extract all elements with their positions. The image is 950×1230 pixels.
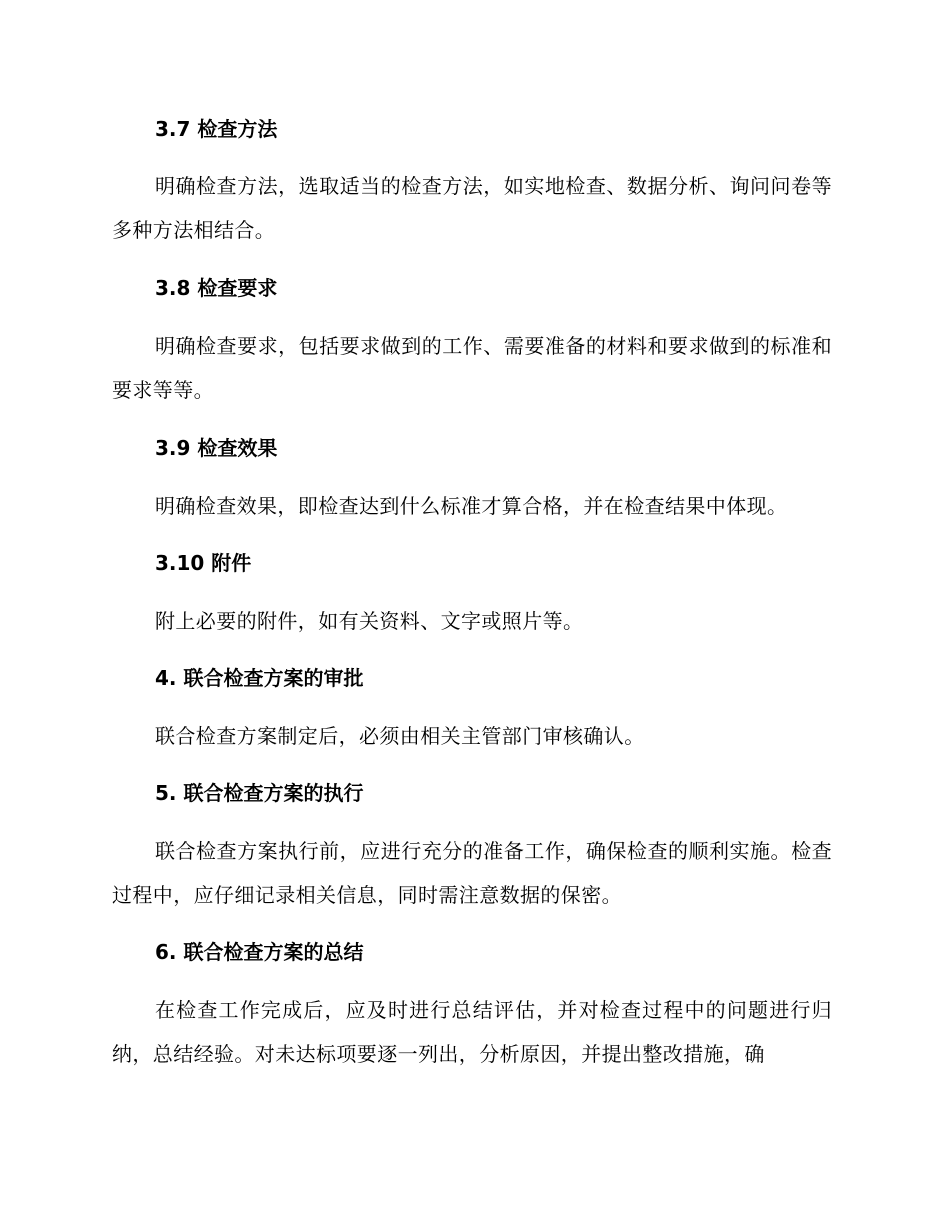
section-heading-3-9: 3.9 检查效果 (155, 436, 278, 460)
section-paragraph-3-9: 明确检查效果，即检查达到什么标准才算合格，并在检查结果中体现。 (155, 494, 788, 518)
section-heading-3-7: 3.7 检查方法 (155, 117, 278, 141)
section-heading-3-10: 3.10 附件 (155, 551, 252, 575)
section-heading-4: 4. 联合检查方案的审批 (155, 666, 364, 690)
section-heading-3-8: 3.8 检查要求 (155, 276, 278, 300)
section-paragraph-5: 联合检查方案执行前，应进行充分的准备工作，确保检查的顺利实施。检查过程中，应仔细记录相关信息，同时需注意数据的保密。 (112, 839, 832, 907)
section-heading-5: 5. 联合检查方案的执行 (155, 781, 364, 805)
section-paragraph-3-7: 明确检查方法，选取适当的检查方法，如实地检查、数据分析、询问问卷等多种方法相结合。 (112, 174, 832, 242)
section-paragraph-3-10: 附上必要的附件，如有关资料、文字或照片等。 (155, 609, 584, 633)
section-paragraph-6: 在检查工作完成后，应及时进行总结评估，并对检查过程中的问题进行归纳，总结经验。对未达标项要逐一列出，分析原因，并提出整改措施，确 (112, 998, 832, 1066)
section-paragraph-4: 联合检查方案制定后，必须由相关主管部门审核确认。 (155, 724, 645, 748)
section-heading-6: 6. 联合检查方案的总结 (155, 940, 364, 964)
section-paragraph-3-8: 明确检查要求，包括要求做到的工作、需要准备的材料和要求做到的标准和要求等等。 (112, 334, 832, 402)
